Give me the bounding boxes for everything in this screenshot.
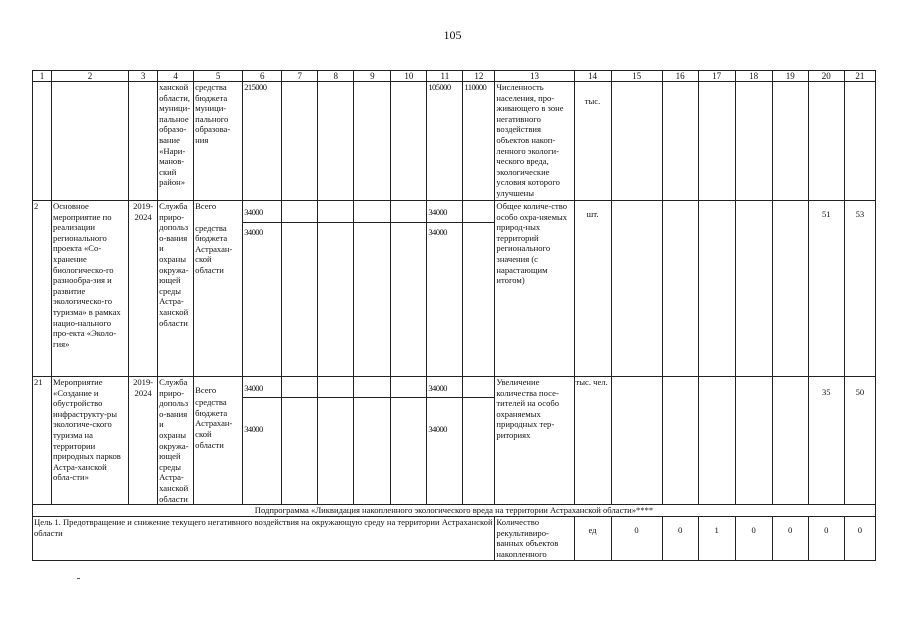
indicator-cell: Общее количе-ство особо охра-няемых природ-ных территорий регионального значения (с нарастающим итогом) [495, 201, 574, 377]
targets-table [32, 70, 876, 561]
value-cell: 0 [808, 517, 844, 561]
amount-cell: 34000 [427, 223, 463, 377]
cell [391, 377, 427, 398]
cell [391, 201, 427, 223]
cell [662, 201, 698, 377]
header-cell: 18 [735, 71, 772, 82]
value-cell: 50 [844, 377, 875, 505]
header-cell: 16 [662, 71, 698, 82]
cell [611, 377, 662, 505]
table-row [33, 82, 876, 201]
cell [391, 82, 427, 201]
value-cell: 0 [735, 517, 772, 561]
cell [282, 201, 318, 223]
value-cell: 0 [662, 517, 698, 561]
cell [318, 82, 354, 201]
cell [698, 201, 735, 377]
cell [463, 201, 495, 223]
cell [282, 82, 318, 201]
cell [735, 377, 772, 505]
cell [354, 82, 391, 201]
header-cell: 6 [243, 71, 282, 82]
measure-cell: Основное мероприятие по реализации регионального проекта «Со-хранение биологическо-го разнообра-зия и развитие экологическо-го туризма» в рамках нацио-нального про-екта «Эколо-гия» [52, 201, 129, 377]
value-cell: 0 [844, 517, 875, 561]
cell [129, 82, 158, 201]
amount-cell: 34000 [243, 397, 282, 504]
cell [772, 201, 808, 377]
cell [354, 223, 391, 377]
cell [463, 223, 495, 377]
cell [318, 201, 354, 223]
value-cell: 0 [611, 517, 662, 561]
cell [33, 82, 52, 201]
header-cell: 1 [33, 71, 52, 82]
unit-cell: тыс. [574, 82, 611, 201]
cell [662, 82, 698, 201]
header-cell: 3 [129, 71, 158, 82]
cell [611, 201, 662, 377]
header-cell: 2 [52, 71, 129, 82]
indicator-cell: Количество рекультивиро-ванных объектов накопленного [495, 517, 574, 561]
indicator-cell: Численность населения, про-живающего в зоне негативного воздействия объектов накоп-ленного экологи-ческого вреда, экологические условия которого улучшены [495, 82, 574, 201]
row-number-cell: 21 [33, 377, 52, 505]
amount-cell: 105000 [427, 82, 463, 201]
cell [282, 223, 318, 377]
indicator-cell: Увеличение количества посе-тителей на особо охраняемых природных тер-риториях [495, 377, 574, 505]
cell [772, 82, 808, 201]
executor-cell: Служба приро-допользо-вания и охраны окружа-ющей среды Астра-ханской области [158, 377, 194, 505]
page-number: 105 [443, 28, 462, 42]
cell [391, 223, 427, 377]
header-cell: 8 [318, 71, 354, 82]
header-cell: 10 [391, 71, 427, 82]
header-cell: 15 [611, 71, 662, 82]
cell [662, 377, 698, 505]
header-cell: 20 [808, 71, 844, 82]
period-cell: 2019-2024 [129, 201, 158, 377]
value-cell: 51 [808, 201, 844, 377]
executor-cell: Служба приро-допользо-вания и охраны окружа-ющей среды Астра-ханской области [158, 201, 194, 377]
cell [354, 377, 391, 398]
source-total-cell: Всего [194, 377, 243, 398]
cell [463, 397, 495, 504]
source-cell: средства бюджета Астрахан-ской области [194, 223, 243, 377]
measure-cell: Мероприятие «Создание и обустройство инфраструкту-ры экологиче-ского туризма на территории природных парков Астра-ханской обла-сти» [52, 377, 129, 505]
table-row [33, 377, 876, 398]
amount-cell: 34000 [243, 223, 282, 377]
unit-cell: шт. [574, 201, 611, 377]
source-total-cell: Всего [194, 201, 243, 223]
value-cell: 0 [772, 517, 808, 561]
source-cell: средства бюджета муници-пального образова-ния [194, 82, 243, 201]
header-cell: 7 [282, 71, 318, 82]
unit-cell: тыс. чел. [574, 377, 611, 505]
value-cell: 53 [844, 201, 875, 377]
cell [844, 82, 875, 201]
amount-cell: 34000 [427, 201, 463, 223]
cell [698, 377, 735, 505]
cell [698, 82, 735, 201]
amount-cell: 34000 [427, 377, 463, 398]
header-cell: 4 [158, 71, 194, 82]
cell [735, 201, 772, 377]
header-cell: 12 [463, 71, 495, 82]
cell [772, 377, 808, 505]
header-cell: 13 [495, 71, 574, 82]
header-cell: 17 [698, 71, 735, 82]
amount-cell: 34000 [243, 377, 282, 398]
cell [391, 397, 427, 504]
cell [463, 377, 495, 398]
subprogram-title: Подпрограмма «Ликвидация накопленного экологического вреда на территории Астраханской области»**** [33, 505, 876, 517]
amount-cell: 34000 [427, 397, 463, 504]
cell [611, 82, 662, 201]
header-cell: 19 [772, 71, 808, 82]
cell [282, 377, 318, 398]
cell [354, 397, 391, 504]
amount-cell: 34000 [243, 201, 282, 223]
subprogram-row [33, 505, 876, 517]
cell [808, 82, 844, 201]
cell [318, 223, 354, 377]
header-cell: 9 [354, 71, 391, 82]
header-cell: 21 [844, 71, 875, 82]
header-cell: 5 [194, 71, 243, 82]
executor-cell: ханской области, муници-пальное образо-вание «Нари-манов-ский район» [158, 82, 194, 201]
header-row [33, 71, 876, 82]
scan-mark [77, 578, 80, 579]
goal-row [33, 517, 876, 561]
cell [282, 397, 318, 504]
cell [318, 377, 354, 398]
cell [354, 201, 391, 223]
cell [318, 397, 354, 504]
header-cell: 14 [574, 71, 611, 82]
value-cell: 35 [808, 377, 844, 505]
period-cell: 2019-2024 [129, 377, 158, 505]
table-row [33, 201, 876, 223]
value-cell: 1 [698, 517, 735, 561]
header-cell: 11 [427, 71, 463, 82]
amount-cell: 110000 [463, 82, 495, 201]
cell [52, 82, 129, 201]
row-number-cell: 2 [33, 201, 52, 377]
amount-cell: 215000 [243, 82, 282, 201]
cell [735, 82, 772, 201]
source-cell: средства бюджета Астрахан-ской области [194, 397, 243, 504]
unit-cell: ед [574, 517, 611, 561]
goal-cell: Цель 1. Предотвращение и снижение текущего негативного воздействия на окружающую среду на территории Астраханской области [33, 517, 495, 561]
